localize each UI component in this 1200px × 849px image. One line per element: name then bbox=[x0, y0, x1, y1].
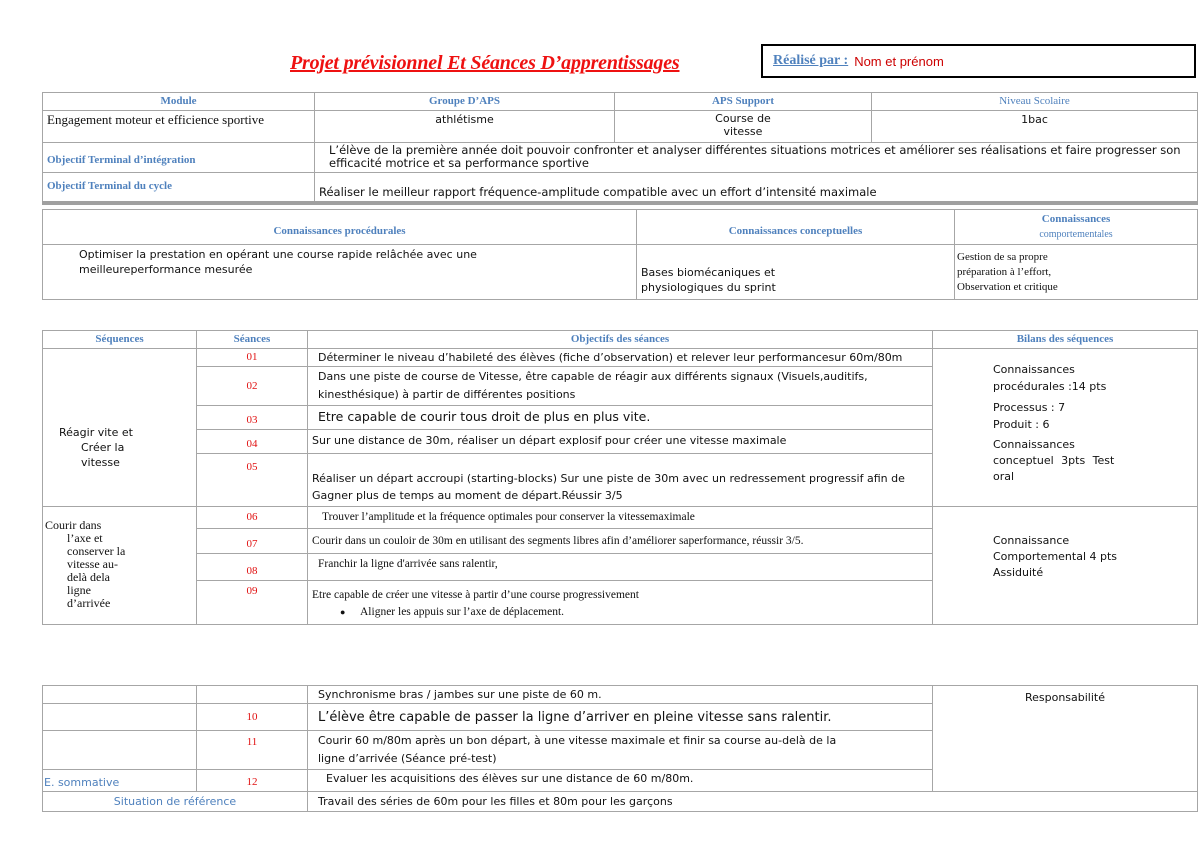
page-title: Projet prévisionnel Et Séances D’apprentissages bbox=[290, 52, 680, 74]
sequence-2: Courir dans l’axe et conserver la vitesse au- delà dela ligne d’arrivée bbox=[43, 507, 197, 625]
header-aps-support: APS Support bbox=[615, 93, 872, 111]
oti-label: Objectif Terminal d’intégration bbox=[43, 143, 315, 173]
session-objective: Etre capable de créer une vitesse à partir d’une course progressivement ● Aligner les appuis sur l’axe de déplacement. bbox=[308, 581, 933, 625]
session-number: 02 bbox=[197, 367, 308, 406]
session-number: 07 bbox=[197, 529, 308, 554]
behavioral-value: Gestion de sa propre préparation à l’effort, Observation et critique bbox=[955, 245, 1198, 300]
header-behavioral: Connaissances comportementales bbox=[955, 210, 1198, 245]
header-objectives: Objectifs des séances bbox=[308, 331, 933, 349]
session-objective: Courir 60 m/80m après un bon départ, à une vitesse maximale et finir sa course au-delà de la ligne d’arrivée (Séance pré-test) bbox=[308, 731, 933, 770]
session-objective: Trouver l’amplitude et la fréquence optimales pour conserver la vitessemaximale bbox=[308, 507, 933, 529]
header-sequences: Séquences bbox=[43, 331, 197, 349]
session-objective: Evaluer les acquisitions des élèves sur une distance de 60 m/80m. bbox=[308, 770, 933, 792]
bilan-behavioral: Connaissance Comportemental 4 pts Assiduité bbox=[993, 534, 1118, 579]
header-aps-group: Groupe D’APS bbox=[315, 93, 615, 111]
session-number: 11 bbox=[197, 731, 308, 770]
session-number: 08 bbox=[197, 554, 308, 581]
session-number: 09 bbox=[197, 581, 308, 625]
session-number: 10 bbox=[197, 704, 308, 731]
session-objective: Déterminer le niveau d’habileté des élèves (fiche d’observation) et relever leur performancesur 60m/80m bbox=[308, 349, 933, 367]
header-conceptual: Connaissances conceptuelles bbox=[637, 210, 955, 245]
session-number: 01 bbox=[197, 349, 308, 367]
procedural-value: Optimiser la prestation en opérant une course rapide relâchée avec une meilleureperformance mesurée bbox=[43, 245, 637, 300]
session-number: 04 bbox=[197, 430, 308, 454]
reference-label: Situation de référence bbox=[43, 792, 308, 812]
bilan-other bbox=[933, 438, 1198, 625]
reference-value: Travail des séries de 60m pour les filles et 80m pour les garçons bbox=[308, 792, 1198, 812]
sequence-cell bbox=[43, 686, 197, 704]
sequence-cell bbox=[43, 731, 197, 770]
continuation-table bbox=[42, 685, 1198, 812]
sequence-1: Réagir vite et Créer la vitesse bbox=[43, 349, 197, 507]
bilan-conceptual: Connaissances conceptuel 3pts Test oral bbox=[993, 438, 1115, 483]
session-objective: Synchronisme bras / jambes sur une piste de 60 m. bbox=[308, 686, 933, 704]
school-level-value: 1bac bbox=[872, 111, 1198, 143]
sessions-table bbox=[42, 330, 1198, 625]
session-number: 12 bbox=[197, 770, 308, 792]
oti-value: L’élève de la première année doit pouvoir confronter et analyser différentes situations motrices et améliorer ses réalisations et faire progresser son efficacité motrice et sa performance sportive bbox=[315, 143, 1198, 173]
author-value[interactable]: Nom et prénom bbox=[854, 53, 944, 69]
header-school-level: Niveau Scolaire bbox=[872, 93, 1198, 111]
bilan-responsibility: Responsabilité bbox=[933, 686, 1198, 792]
session-objective: Franchir la ligne d'arrivée sans ralentir, bbox=[308, 554, 933, 581]
session-objective: Courir dans un couloir de 30m en utilisant des segments libres afin d’améliorer saperformance, réussir 3/5. bbox=[308, 529, 933, 554]
session-objective: Dans une piste de course de Vitesse, être capable de réagir aux différents signaux (Visuels,auditifs, kinesthésique) à partir de différentes positions bbox=[308, 367, 933, 406]
overview-table bbox=[42, 92, 1198, 205]
header-module: Module bbox=[43, 93, 315, 111]
header-bilans: Bilans des séquences bbox=[933, 331, 1198, 349]
aps-group-value: athlétisme bbox=[315, 111, 615, 143]
session-objective: L’élève être capable de passer la ligne d’arriver en pleine vitesse sans ralentir. bbox=[308, 704, 933, 731]
bullet-item: ● Aligner les appuis sur l’axe de déplacement. bbox=[340, 604, 928, 621]
conceptual-value: Bases biomécaniques et physiologiques du sprint bbox=[637, 245, 955, 300]
objective-bullets bbox=[312, 604, 928, 621]
sequence-summative: E. sommative bbox=[43, 770, 197, 792]
bilan-procedural: Connaissances procédurales :14 pts Processus : 7 Produit : 6 bbox=[933, 349, 1198, 507]
session-number bbox=[197, 686, 308, 704]
session-number: 03 bbox=[197, 406, 308, 430]
knowledge-table bbox=[42, 209, 1198, 300]
author-label: Réalisé par : bbox=[773, 53, 849, 68]
session-objective: Sur une distance de 30m, réaliser un départ explosif pour créer une vitesse maximale bbox=[308, 430, 933, 454]
author-box bbox=[761, 44, 1196, 78]
header-seances: Séances bbox=[197, 331, 308, 349]
otc-label: Objectif Terminal du cycle bbox=[43, 173, 315, 203]
session-objective: Réaliser un départ accroupi (starting-blocks) Sur une piste de 30m avec un redressement progressif afin de Gagner plus de temps au moment de départ.Réussir 3/5 bbox=[308, 454, 933, 507]
sequence-cell bbox=[43, 704, 197, 731]
session-number: 05 bbox=[197, 454, 308, 507]
session-objective: Etre capable de courir tous droit de plus en plus vite. bbox=[308, 406, 933, 430]
module-value: Engagement moteur et efficience sportive bbox=[43, 111, 315, 143]
session-number: 06 bbox=[197, 507, 308, 529]
otc-value: Réaliser le meilleur rapport fréquence-amplitude compatible avec un effort d’intensité maximale bbox=[315, 173, 1198, 203]
header-procedural: Connaissances procédurales bbox=[43, 210, 637, 245]
aps-support-value: Course de vitesse bbox=[615, 111, 872, 143]
